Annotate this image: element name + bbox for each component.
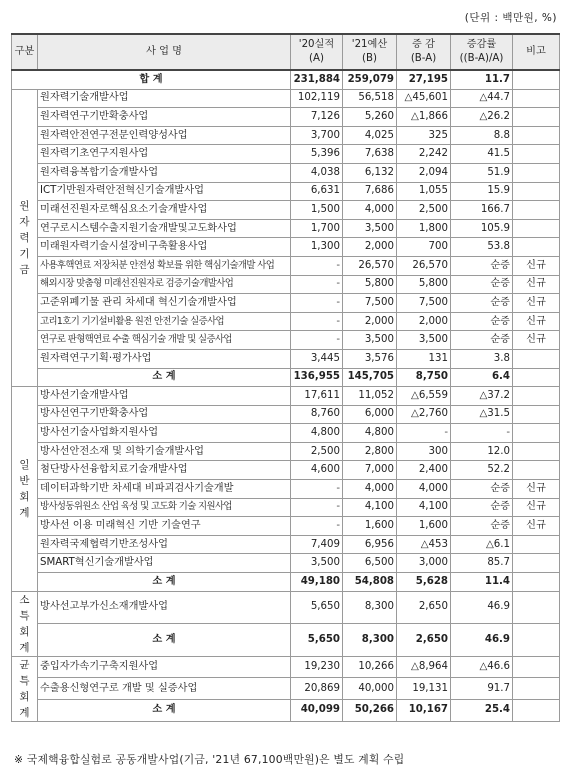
actual-20-value: 2,500 bbox=[291, 442, 343, 461]
change-value: 7,500 bbox=[397, 294, 451, 313]
table-row bbox=[12, 201, 560, 220]
category-char: 계 bbox=[19, 641, 30, 654]
category-char: 계 bbox=[19, 506, 30, 519]
project-name: 사용후핵연료 저장처분 안전성 확보를 위한 핵심기술개발 사업 bbox=[38, 256, 291, 275]
category-cell bbox=[12, 591, 38, 656]
rate-value: - bbox=[451, 424, 513, 443]
budget-21-value: 5,800 bbox=[343, 275, 397, 294]
actual-20-value: 5,650 bbox=[291, 591, 343, 624]
change-value: 5,800 bbox=[397, 275, 451, 294]
header-project: 사 업 명 bbox=[38, 34, 291, 70]
change-value: 19,131 bbox=[397, 678, 451, 700]
subtotal-a: 49,180 bbox=[291, 573, 343, 592]
table-row bbox=[12, 163, 560, 182]
actual-20-value: 20,869 bbox=[291, 678, 343, 700]
note-value: 신규 bbox=[513, 331, 560, 350]
subtotal-diff: 5,628 bbox=[397, 573, 451, 592]
actual-20-value: 7,409 bbox=[291, 535, 343, 554]
subtotal-b: 145,705 bbox=[343, 368, 397, 387]
header-change: 증 감 (B-A) bbox=[397, 34, 451, 70]
project-name: 원자력안전연구전문인력양성사업 bbox=[38, 126, 291, 145]
table-row bbox=[12, 126, 560, 145]
change-value: 26,570 bbox=[397, 256, 451, 275]
actual-20-value: - bbox=[291, 480, 343, 499]
actual-20-value: 4,600 bbox=[291, 461, 343, 480]
table-row bbox=[12, 256, 560, 275]
subtotal-row bbox=[12, 368, 560, 387]
actual-20-value: - bbox=[291, 256, 343, 275]
rate-value: 8.8 bbox=[451, 126, 513, 145]
note-value bbox=[513, 554, 560, 573]
change-value: 4,100 bbox=[397, 498, 451, 517]
budget-21-value: 26,570 bbox=[343, 256, 397, 275]
subtotal-diff: 2,650 bbox=[397, 624, 451, 657]
project-name: 고리1호기 기기설비활용 원전 안전기술 실증사업 bbox=[38, 312, 291, 331]
actual-20-value: 1,300 bbox=[291, 238, 343, 257]
table-row bbox=[12, 108, 560, 127]
table-row bbox=[12, 182, 560, 201]
subtotal-a: 136,955 bbox=[291, 368, 343, 387]
table-row bbox=[12, 480, 560, 499]
actual-20-value: - bbox=[291, 275, 343, 294]
budget-21-value: 6,500 bbox=[343, 554, 397, 573]
actual-20-value: - bbox=[291, 331, 343, 350]
rate-value: 순증 bbox=[451, 480, 513, 499]
actual-20-value: 17,611 bbox=[291, 387, 343, 406]
budget-21-value: 4,000 bbox=[343, 201, 397, 220]
rate-value: 46.9 bbox=[451, 591, 513, 624]
rate-value: 53.8 bbox=[451, 238, 513, 257]
budget-21-value: 5,260 bbox=[343, 108, 397, 127]
subtotal-rate: 25.4 bbox=[451, 699, 513, 721]
budget-21-value: 2,800 bbox=[343, 442, 397, 461]
budget-21-value: 8,300 bbox=[343, 591, 397, 624]
subtotal-rate: 46.9 bbox=[451, 624, 513, 657]
table-row bbox=[12, 461, 560, 480]
table-row bbox=[12, 498, 560, 517]
category-char: 회 bbox=[19, 490, 30, 503]
note-value: 신규 bbox=[513, 480, 560, 499]
project-name: 고준위폐기물 관리 차세대 혁신기술개발사업 bbox=[38, 294, 291, 313]
budget-21-value: 4,025 bbox=[343, 126, 397, 145]
subtotal-b: 50,266 bbox=[343, 699, 397, 721]
category-char: 금 bbox=[19, 263, 30, 276]
budget-21-value: 40,000 bbox=[343, 678, 397, 700]
project-name: 연구로시스템수출지원기술개발및고도화사업 bbox=[38, 219, 291, 238]
project-name: 방사선안전소재 및 의학기술개발사업 bbox=[38, 442, 291, 461]
subtotal-note bbox=[513, 368, 560, 387]
category-cell bbox=[12, 89, 38, 387]
header-actual-20: '20실적 (A) bbox=[291, 34, 343, 70]
budget-21-value: 7,686 bbox=[343, 182, 397, 201]
budget-21-value: 56,518 bbox=[343, 89, 397, 108]
rate-value: 85.7 bbox=[451, 554, 513, 573]
budget-table bbox=[11, 33, 560, 722]
project-name: 방사선 이용 미래혁신 기반 기술연구 bbox=[38, 517, 291, 536]
table-row bbox=[12, 312, 560, 331]
actual-20-value: 6,631 bbox=[291, 182, 343, 201]
category-char: 균 bbox=[19, 658, 30, 671]
rate-value: 52.2 bbox=[451, 461, 513, 480]
budget-21-value: 3,500 bbox=[343, 331, 397, 350]
table-row bbox=[12, 387, 560, 406]
subtotal-row bbox=[12, 573, 560, 592]
change-value: 325 bbox=[397, 126, 451, 145]
category-char: 회 bbox=[19, 690, 30, 703]
change-value: △2,760 bbox=[397, 405, 451, 424]
category-char: 기 bbox=[19, 247, 30, 260]
subtotal-label: 소 계 bbox=[38, 699, 291, 721]
budget-21-value: 6,956 bbox=[343, 535, 397, 554]
note-value bbox=[513, 678, 560, 700]
subtotal-diff: 10,167 bbox=[397, 699, 451, 721]
project-name: 원자력연구기획·평가사업 bbox=[38, 349, 291, 368]
table-row bbox=[12, 554, 560, 573]
change-value: △6,559 bbox=[397, 387, 451, 406]
change-value: 1,600 bbox=[397, 517, 451, 536]
note-value bbox=[513, 89, 560, 108]
rate-value: 105.9 bbox=[451, 219, 513, 238]
project-name: 미래선진원자로핵심요소기술개발사업 bbox=[38, 201, 291, 220]
rate-value: △31.5 bbox=[451, 405, 513, 424]
header-row bbox=[12, 34, 560, 70]
note-value bbox=[513, 108, 560, 127]
category-char: 계 bbox=[19, 706, 30, 719]
grand-total-diff: 27,195 bbox=[397, 70, 451, 89]
table-row bbox=[12, 349, 560, 368]
project-name: 방사선고부가신소재개발사업 bbox=[38, 591, 291, 624]
budget-21-value: 2,000 bbox=[343, 312, 397, 331]
rate-value: △37.2 bbox=[451, 387, 513, 406]
note-value bbox=[513, 219, 560, 238]
subtotal-b: 8,300 bbox=[343, 624, 397, 657]
rate-value: 41.5 bbox=[451, 145, 513, 164]
budget-21-value: 4,100 bbox=[343, 498, 397, 517]
subtotal-a: 5,650 bbox=[291, 624, 343, 657]
subtotal-label: 소 계 bbox=[38, 573, 291, 592]
project-name: 해외시장 맞춤형 미래선진원자로 검증기술개발사업 bbox=[38, 275, 291, 294]
table-row bbox=[12, 591, 560, 624]
grand-total-rate: 11.7 bbox=[451, 70, 513, 89]
note-value: 신규 bbox=[513, 517, 560, 536]
note-value bbox=[513, 442, 560, 461]
table-row bbox=[12, 145, 560, 164]
project-name: 미래원자력기술시설장비구축활용사업 bbox=[38, 238, 291, 257]
actual-20-value: 102,119 bbox=[291, 89, 343, 108]
grand-total-note bbox=[513, 70, 560, 89]
subtotal-row bbox=[12, 699, 560, 721]
note-value bbox=[513, 201, 560, 220]
rate-value: 순증 bbox=[451, 294, 513, 313]
grand-total-b: 259,079 bbox=[343, 70, 397, 89]
budget-21-value: 7,500 bbox=[343, 294, 397, 313]
rate-value: △46.6 bbox=[451, 656, 513, 678]
change-value: 700 bbox=[397, 238, 451, 257]
rate-value: 순증 bbox=[451, 312, 513, 331]
budget-21-value: 2,000 bbox=[343, 238, 397, 257]
subtotal-label: 소 계 bbox=[38, 624, 291, 657]
note-value bbox=[513, 182, 560, 201]
project-name: 데이터과학기반 차세대 비파괴검사기술개발 bbox=[38, 480, 291, 499]
rate-value: 91.7 bbox=[451, 678, 513, 700]
category-char: 특 bbox=[19, 674, 30, 687]
change-value: △453 bbox=[397, 535, 451, 554]
note-value bbox=[513, 461, 560, 480]
actual-20-value: 1,500 bbox=[291, 201, 343, 220]
budget-21-value: 4,800 bbox=[343, 424, 397, 443]
rate-value: 순증 bbox=[451, 275, 513, 294]
budget-21-value: 1,600 bbox=[343, 517, 397, 536]
budget-21-value: 10,266 bbox=[343, 656, 397, 678]
project-name: SMART혁신기술개발사업 bbox=[38, 554, 291, 573]
grand-total-label: 합 계 bbox=[12, 70, 291, 89]
change-value: 2,094 bbox=[397, 163, 451, 182]
note-value: 신규 bbox=[513, 275, 560, 294]
rate-value: 순증 bbox=[451, 331, 513, 350]
grand-total-row bbox=[12, 70, 560, 89]
subtotal-row bbox=[12, 624, 560, 657]
table-row bbox=[12, 238, 560, 257]
category-char: 력 bbox=[19, 231, 30, 244]
actual-20-value: 3,500 bbox=[291, 554, 343, 573]
change-value: 2,500 bbox=[397, 201, 451, 220]
actual-20-value: 4,038 bbox=[291, 163, 343, 182]
header-category: 구분 bbox=[12, 34, 38, 70]
actual-20-value: 8,760 bbox=[291, 405, 343, 424]
header-budget-21: '21예산 (B) bbox=[343, 34, 397, 70]
rate-value: △6.1 bbox=[451, 535, 513, 554]
unit-note: (단위 : 백만원, %) bbox=[464, 12, 557, 24]
table-row bbox=[12, 517, 560, 536]
table-row bbox=[12, 424, 560, 443]
budget-21-value: 7,638 bbox=[343, 145, 397, 164]
table-row bbox=[12, 219, 560, 238]
change-value: 2,000 bbox=[397, 312, 451, 331]
subtotal-diff: 8,750 bbox=[397, 368, 451, 387]
actual-20-value: 7,126 bbox=[291, 108, 343, 127]
project-name: 중입자가속기구축지원사업 bbox=[38, 656, 291, 678]
note-value bbox=[513, 238, 560, 257]
actual-20-value: 19,230 bbox=[291, 656, 343, 678]
note-value bbox=[513, 163, 560, 182]
subtotal-note bbox=[513, 699, 560, 721]
actual-20-value: 3,700 bbox=[291, 126, 343, 145]
rate-value: 3.8 bbox=[451, 349, 513, 368]
budget-21-value: 11,052 bbox=[343, 387, 397, 406]
table-row bbox=[12, 442, 560, 461]
actual-20-value: 4,800 bbox=[291, 424, 343, 443]
subtotal-note bbox=[513, 624, 560, 657]
note-value bbox=[513, 145, 560, 164]
project-name: 수출용신형연구로 개발 및 실증사업 bbox=[38, 678, 291, 700]
change-value: △8,964 bbox=[397, 656, 451, 678]
change-value: 4,000 bbox=[397, 480, 451, 499]
project-name: 방사성동위원소 산업 육성 및 고도화 기술 지원사업 bbox=[38, 498, 291, 517]
subtotal-b: 54,808 bbox=[343, 573, 397, 592]
subtotal-note bbox=[513, 573, 560, 592]
rate-value: △44.7 bbox=[451, 89, 513, 108]
rate-value: 순증 bbox=[451, 517, 513, 536]
category-char: 자 bbox=[19, 215, 30, 228]
project-name: 원자력기초연구지원사업 bbox=[38, 145, 291, 164]
note-value: 신규 bbox=[513, 256, 560, 275]
table-row bbox=[12, 275, 560, 294]
project-name: 방사선기술개발사업 bbox=[38, 387, 291, 406]
rate-value: 51.9 bbox=[451, 163, 513, 182]
project-name: 첨단방사선융합치료기술개발사업 bbox=[38, 461, 291, 480]
rate-value: 166.7 bbox=[451, 201, 513, 220]
change-value: 131 bbox=[397, 349, 451, 368]
note-value bbox=[513, 535, 560, 554]
table-row bbox=[12, 294, 560, 313]
category-char: 회 bbox=[19, 625, 30, 638]
note-value bbox=[513, 424, 560, 443]
actual-20-value: 1,700 bbox=[291, 219, 343, 238]
rate-value: △26.2 bbox=[451, 108, 513, 127]
change-value: 1,055 bbox=[397, 182, 451, 201]
category-char: 반 bbox=[19, 474, 30, 487]
project-name: 원자력국제협력기반조성사업 bbox=[38, 535, 291, 554]
actual-20-value: 5,396 bbox=[291, 145, 343, 164]
project-name: 연구로 판형핵연료 수출 핵심기술 개발 및 실증사업 bbox=[38, 331, 291, 350]
table-row bbox=[12, 331, 560, 350]
change-value: 2,242 bbox=[397, 145, 451, 164]
category-char: 소 bbox=[19, 593, 30, 606]
budget-21-value: 7,000 bbox=[343, 461, 397, 480]
change-value: 300 bbox=[397, 442, 451, 461]
budget-21-value: 3,576 bbox=[343, 349, 397, 368]
note-value: 신규 bbox=[513, 312, 560, 331]
subtotal-a: 40,099 bbox=[291, 699, 343, 721]
actual-20-value: - bbox=[291, 294, 343, 313]
actual-20-value: - bbox=[291, 312, 343, 331]
table-row bbox=[12, 89, 560, 108]
project-name: 원자력융복합기술개발사업 bbox=[38, 163, 291, 182]
category-char: 원 bbox=[19, 199, 30, 212]
change-value: 3,000 bbox=[397, 554, 451, 573]
table-row bbox=[12, 656, 560, 678]
category-char: 특 bbox=[19, 609, 30, 622]
note-value bbox=[513, 591, 560, 624]
rate-value: 12.0 bbox=[451, 442, 513, 461]
note-value bbox=[513, 126, 560, 145]
project-name: 원자력연구기반확충사업 bbox=[38, 108, 291, 127]
table-row bbox=[12, 535, 560, 554]
change-value: 1,800 bbox=[397, 219, 451, 238]
actual-20-value: - bbox=[291, 517, 343, 536]
change-value: 3,500 bbox=[397, 331, 451, 350]
note-value: 신규 bbox=[513, 294, 560, 313]
category-cell bbox=[12, 387, 38, 592]
note-value: 신규 bbox=[513, 498, 560, 517]
category-cell bbox=[12, 656, 38, 721]
category-char: 일 bbox=[19, 458, 30, 471]
header-rate: 증감률 ((B-A)/A) bbox=[451, 34, 513, 70]
note-value bbox=[513, 387, 560, 406]
project-name: 원자력기술개발사업 bbox=[38, 89, 291, 108]
note-value bbox=[513, 349, 560, 368]
budget-21-value: 6,132 bbox=[343, 163, 397, 182]
change-value: 2,650 bbox=[397, 591, 451, 624]
rate-value: 15.9 bbox=[451, 182, 513, 201]
actual-20-value: 3,445 bbox=[291, 349, 343, 368]
change-value: - bbox=[397, 424, 451, 443]
budget-21-value: 3,500 bbox=[343, 219, 397, 238]
subtotal-label: 소 계 bbox=[38, 368, 291, 387]
project-name: 방사선기술사업화지원사업 bbox=[38, 424, 291, 443]
budget-21-value: 6,000 bbox=[343, 405, 397, 424]
header-note: 비고 bbox=[513, 34, 560, 70]
change-value: △45,601 bbox=[397, 89, 451, 108]
project-name: 방사선연구기반확충사업 bbox=[38, 405, 291, 424]
footnote: ※ 국제핵융합실험로 공동개발사업(기금, '21년 67,100백만원)은 별도 계획 수립 bbox=[14, 753, 405, 766]
change-value: 2,400 bbox=[397, 461, 451, 480]
actual-20-value: - bbox=[291, 498, 343, 517]
rate-value: 순증 bbox=[451, 256, 513, 275]
project-name: ICT기반원자력안전혁신기술개발사업 bbox=[38, 182, 291, 201]
rate-value: 순증 bbox=[451, 498, 513, 517]
subtotal-rate: 6.4 bbox=[451, 368, 513, 387]
table-row bbox=[12, 678, 560, 700]
note-value bbox=[513, 656, 560, 678]
budget-21-value: 4,000 bbox=[343, 480, 397, 499]
note-value bbox=[513, 405, 560, 424]
table-row bbox=[12, 405, 560, 424]
grand-total-a: 231,884 bbox=[291, 70, 343, 89]
subtotal-rate: 11.4 bbox=[451, 573, 513, 592]
change-value: △1,866 bbox=[397, 108, 451, 127]
